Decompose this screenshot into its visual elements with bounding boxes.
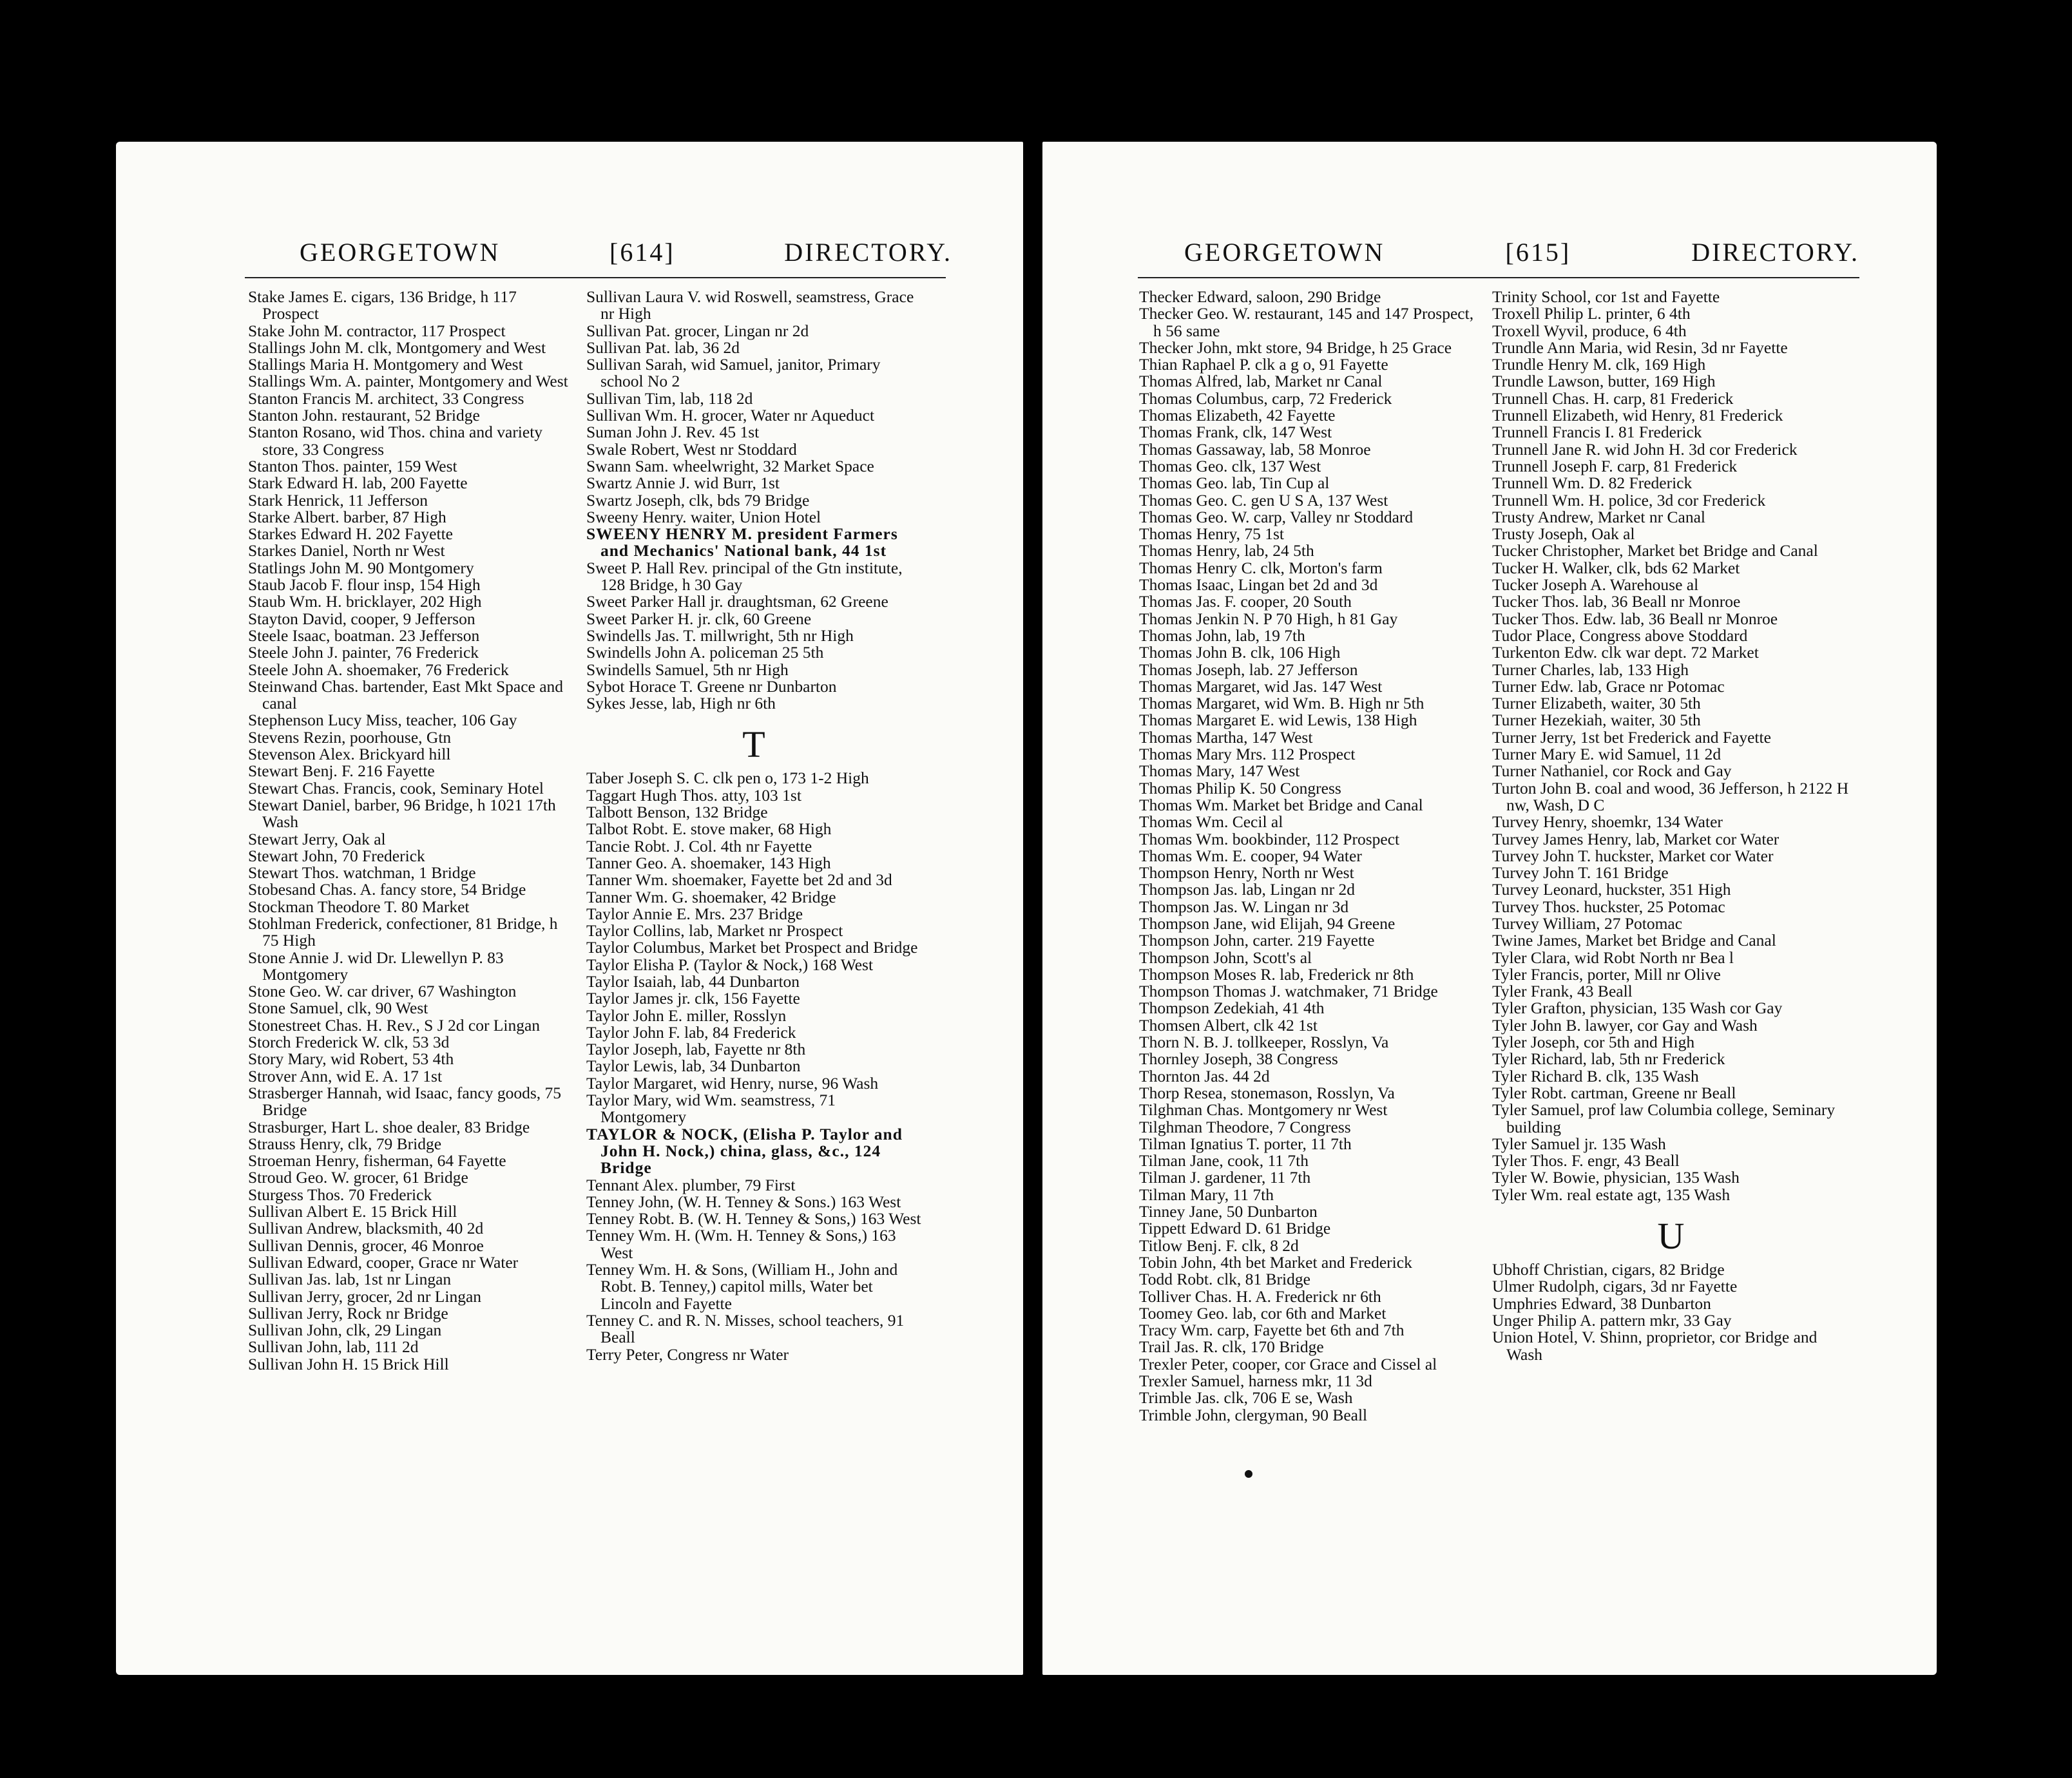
directory-entry: Thomas Margaret, wid Jas. 147 West — [1139, 676, 1383, 696]
directory-entry: Tanner Geo. A. shoemaker, 143 High — [586, 853, 831, 872]
directory-entry: Thomas Wm. bookbinder, 112 Prospect — [1139, 829, 1400, 848]
directory-entry: Tucker Thos. Edw. lab, 36 Beall nr Monroe — [1492, 609, 1778, 628]
directory-entry: Troxell Philip L. printer, 6 4th — [1492, 304, 1691, 323]
directory-entry: Taylor Elisha P. (Taylor & Nock,) 168 West — [586, 955, 874, 974]
directory-entry: Thomas Henry C. clk, Morton's farm — [1139, 558, 1383, 577]
directory-entry: Tyler Thos. F. engr, 43 Beall — [1492, 1151, 1680, 1171]
directory-entry: Tyler Robt. cartman, Greene nr Beall — [1492, 1083, 1736, 1102]
directory-entry: Stone Samuel, clk, 90 West — [248, 999, 428, 1018]
directory-entry: Thomas Alfred, lab, Market nr Canal — [1139, 372, 1383, 391]
directory-entry: Stewart Jerry, Oak al — [248, 829, 386, 848]
directory-entry: Tanner Wm. G. shoemaker, 42 Bridge — [586, 887, 836, 906]
directory-entry: Stewart Benj. F. 216 Fayette — [248, 761, 435, 781]
directory-entry: Ulmer Rudolph, cigars, 3d nr Fayette — [1492, 1277, 1738, 1296]
directory-entry: Stone Geo. W. car driver, 67 Washington — [248, 982, 517, 1001]
directory-entry: Tolliver Chas. H. A. Frederick nr 6th — [1139, 1286, 1381, 1306]
directory-entry: Tucker Thos. lab, 36 Beall nr Monroe — [1492, 592, 1741, 611]
directory-entry: Sullivan Jerry, grocer, 2d nr Lingan — [248, 1286, 482, 1306]
directory-entry: Todd Robt. clk, 81 Bridge — [1139, 1270, 1310, 1289]
directory-entry: Thecker Geo. W. restaurant, 145 and 147 Prospect, h 56 same — [1139, 304, 1474, 340]
right-column-1 — [1139, 289, 1484, 1424]
directory-entry: Stobesand Chas. A. fancy store, 54 Bridge — [248, 880, 526, 899]
directory-entry: Turton John B. coal and wood, 36 Jefferson, h 2122 H nw, Wash, D C — [1492, 778, 1849, 814]
directory-entry: Swartz Annie J. wid Burr, 1st — [586, 473, 780, 493]
directory-entry: Stake James E. cigars, 136 Bridge, h 117 Prospect — [248, 287, 517, 323]
directory-entry: Sullivan John, lab, 111 2d — [248, 1337, 419, 1357]
directory-entry: Unger Philip A. pattern mkr, 33 Gay — [1492, 1310, 1732, 1330]
directory-entry: Twine James, Market bet Bridge and Canal — [1492, 931, 1776, 950]
directory-entry: Sweet P. Hall Rev. principal of the Gtn institute, 128 Bridge, h 30 Gay — [586, 558, 903, 595]
directory-entry: Steele John J. painter, 76 Frederick — [248, 643, 479, 662]
left-header-title: DIRECTORY. — [784, 238, 952, 267]
directory-entry: Tucker H. Walker, clk, bds 62 Market — [1492, 558, 1740, 577]
directory-entry: Swale Robert, West nr Stoddard — [586, 439, 797, 459]
directory-entry: Tilman Ignatius T. porter, 11 7th — [1139, 1134, 1352, 1153]
directory-entry: Tyler Richard B. clk, 135 Wash — [1492, 1066, 1699, 1085]
directory-entry: Swindells John A. policeman 25 5th — [586, 643, 824, 662]
directory-entry: Sullivan Pat. grocer, Lingan nr 2d — [586, 321, 809, 340]
directory-entry: Swindells Jas. T. millwright, 5th nr High — [586, 626, 854, 645]
directory-entry: Trimble John, clergyman, 90 Beall — [1139, 1405, 1368, 1424]
directory-entry: Sweet Parker H. jr. clk, 60 Greene — [586, 609, 812, 628]
directory-entry: Turvey James Henry, lab, Market cor Water — [1492, 829, 1779, 848]
directory-entry: Tilghman Theodore, 7 Congress — [1139, 1117, 1351, 1136]
right-col2-list-a — [1492, 289, 1850, 1203]
directory-entry: Tyler John B. lawyer, cor Gay and Wash — [1492, 1015, 1758, 1035]
directory-entry: Taylor Margaret, wid Henry, nurse, 96 Wash — [586, 1073, 879, 1093]
right-column-2 — [1492, 289, 1850, 1363]
directory-entry: Titlow Benj. F. clk, 8 2d — [1139, 1236, 1299, 1255]
directory-entry: Sullivan Andrew, blacksmith, 40 2d — [248, 1219, 484, 1238]
directory-entry: Tinney Jane, 50 Dunbarton — [1139, 1202, 1318, 1221]
directory-entry: Umphries Edward, 38 Dunbarton — [1492, 1294, 1711, 1313]
directory-entry: Turner Elizabeth, waiter, 30 5th — [1492, 694, 1701, 713]
directory-entry: Stroeman Henry, fisherman, 64 Fayette — [248, 1151, 506, 1171]
directory-entry: Sullivan Sarah, wid Samuel, janitor, Primary school No 2 — [586, 355, 881, 391]
left-page-header — [300, 237, 952, 276]
directory-entry: Tenney Wm. H. (Wm. H. Tenney & Sons,) 163 West — [586, 1226, 896, 1262]
directory-entry: Tilman J. gardener, 11 7th — [1139, 1168, 1311, 1187]
directory-entry: Sturgess Thos. 70 Frederick — [248, 1185, 432, 1204]
directory-entry: Tyler Richard, lab, 5th nr Frederick — [1492, 1049, 1725, 1069]
directory-entry: Thorn N. B. J. tollkeeper, Rosslyn, Va — [1139, 1033, 1389, 1052]
directory-entry: Tenney John, (W. H. Tenney & Sons.) 163 West — [586, 1192, 901, 1211]
directory-entry: Stark Edward H. lab, 200 Fayette — [248, 473, 468, 493]
directory-entry: Talbot Robt. E. stove maker, 68 High — [586, 819, 832, 839]
directory-entry: Staub Jacob F. flour insp, 154 High — [248, 575, 481, 595]
directory-entry: Sullivan Albert E. 15 Brick Hill — [248, 1202, 457, 1221]
directory-entry: Stallings Maria H. Montgomery and West — [248, 355, 523, 374]
directory-entry: Sullivan Dennis, grocer, 46 Monroe — [248, 1236, 484, 1255]
directory-entry: Tyler Samuel, prof law Columbia college, Seminary building — [1492, 1100, 1836, 1136]
left-col2-list-d — [586, 1177, 921, 1363]
directory-entry: Ubhoff Christian, cigars, 82 Bridge — [1492, 1260, 1725, 1279]
directory-entry: Thornley Joseph, 38 Congress — [1139, 1049, 1338, 1069]
directory-entry: Trusty Andrew, Market nr Canal — [1492, 507, 1705, 526]
directory-entry: Trunnell Wm. D. 82 Frederick — [1492, 473, 1693, 493]
right-header-rule — [1138, 277, 1859, 278]
directory-entry: Swartz Joseph, clk, bds 79 Bridge — [586, 490, 810, 510]
directory-entry: Tippett Edward D. 61 Bridge — [1139, 1219, 1331, 1238]
directory-entry: Tenney Robt. B. (W. H. Tenney & Sons,) 163 West — [586, 1209, 921, 1228]
directory-entry: Steinwand Chas. bartender, East Mkt Space and canal — [248, 676, 564, 713]
directory-entry: Thomas Jenkin N. P 70 High, h 81 Gay — [1139, 609, 1398, 628]
directory-entry: Sullivan Wm. H. grocer, Water nr Aqueduct — [586, 406, 875, 425]
directory-entry: Thomas Henry, 75 1st — [1139, 524, 1284, 544]
directory-entry: Trexler Samuel, harness mkr, 11 3d — [1139, 1372, 1372, 1390]
directory-entry: Thomas Wm. E. cooper, 94 Water — [1139, 846, 1362, 865]
directory-entry: Steele Isaac, boatman. 23 Jefferson — [248, 626, 480, 645]
directory-entry: Trunnell Chas. H. carp, 81 Frederick — [1492, 388, 1734, 408]
directory-entry: Stake John M. contractor, 117 Prospect — [248, 321, 506, 340]
directory-entry: Swindells Samuel, 5th nr High — [586, 660, 789, 679]
directory-entry: Strasberger Hannah, wid Isaac, fancy goods, 75 Bridge — [248, 1083, 562, 1120]
directory-entry: Thomas Mary, 147 West — [1139, 761, 1300, 781]
directory-entry: Union Hotel, V. Shinn, proprietor, cor Bridge and Wash — [1492, 1328, 1818, 1364]
directory-entry: Thompson Moses R. lab, Frederick nr 8th — [1139, 964, 1414, 984]
directory-entry: Thomas Henry, lab, 24 5th — [1139, 541, 1314, 560]
directory-entry: Stewart John, 70 Frederick — [248, 846, 425, 865]
directory-entry: Stonestreet Chas. H. Rev., S J 2d cor Lingan — [248, 1015, 541, 1035]
directory-entry: Stark Henrick, 11 Jefferson — [248, 490, 428, 510]
directory-entry: Tilman Mary, 11 7th — [1139, 1185, 1274, 1204]
directory-entry: Sullivan John, clk, 29 Lingan — [248, 1321, 442, 1340]
directory-entry: Stephenson Lucy Miss, teacher, 106 Gay — [248, 711, 517, 730]
directory-entry: Thorp Resea, stonemason, Rosslyn, Va — [1139, 1083, 1395, 1102]
left-column-2 — [586, 289, 921, 1363]
directory-entry: Thomas Geo. W. carp, Valley nr Stoddard — [1139, 507, 1414, 526]
directory-entry: Thompson John, carter. 219 Fayette — [1139, 931, 1375, 950]
directory-entry: Thomas Columbus, carp, 72 Frederick — [1139, 388, 1392, 408]
directory-entry: Stockman Theodore T. 80 Market — [248, 897, 470, 916]
directory-entry: Tobin John, 4th bet Market and Frederick — [1139, 1252, 1412, 1272]
directory-entry: Trunnell Elizabeth, wid Henry, 81 Frederick — [1492, 406, 1783, 425]
directory-entry: Trunnell Francis I. 81 Frederick — [1492, 423, 1702, 442]
directory-entry: Stanton John. restaurant, 52 Bridge — [248, 406, 480, 425]
directory-entry: Thecker Edward, saloon, 290 Bridge — [1139, 287, 1381, 306]
directory-entry: Thornton Jas. 44 2d — [1139, 1066, 1270, 1085]
directory-entry: Strover Ann, wid E. A. 17 1st — [248, 1066, 443, 1085]
directory-entry: Sullivan Laura V. wid Roswell, seamstress, Grace nr High — [586, 287, 914, 323]
directory-entry: Stone Annie J. wid Dr. Llewellyn P. 83 Montgomery — [248, 948, 504, 984]
left-page — [116, 142, 1023, 1675]
directory-entry: Thian Raphael P. clk a g o, 91 Fayette — [1139, 355, 1388, 374]
directory-entry: Trexler Peter, cooper, cor Grace and Cissel al — [1139, 1354, 1437, 1373]
directory-entry: Tennant Alex. plumber, 79 First — [586, 1175, 796, 1194]
directory-entry: Turvey John T. 161 Bridge — [1492, 863, 1669, 883]
directory-entry: Sweeny Henry. waiter, Union Hotel — [586, 507, 821, 526]
directory-entry: Stewart Thos. watchman, 1 Bridge — [248, 863, 476, 883]
directory-entry: Trimble Jas. clk, 706 E se, Wash — [1139, 1388, 1353, 1408]
directory-entry: Thomas Margaret, wid Wm. B. High nr 5th — [1139, 694, 1424, 713]
directory-entry: Tancie Robt. J. Col. 4th nr Fayette — [586, 836, 812, 856]
directory-entry: Thompson Zedekiah, 41 4th — [1139, 999, 1325, 1018]
directory-entry: Tenney C. and R. N. Misses, school teachers, 91 Beall — [586, 1310, 905, 1347]
directory-entry: Thomas Jas. F. cooper, 20 South — [1139, 592, 1352, 611]
directory-entry: Staub Wm. H. bricklayer, 202 High — [248, 592, 482, 611]
directory-entry: Trunnell Joseph F. carp, 81 Frederick — [1492, 456, 1738, 475]
directory-entry: Thompson Jas. W. Lingan nr 3d — [1139, 897, 1349, 916]
directory-entry: Turner Hezekiah, waiter, 30 5th — [1492, 711, 1701, 730]
left-col2-list-a — [586, 289, 921, 526]
directory-entry: Tudor Place, Congress above Stoddard — [1492, 626, 1748, 645]
directory-entry: Thomas Wm. Cecil al — [1139, 812, 1283, 832]
directory-entry: Thomas Philip K. 50 Congress — [1139, 778, 1341, 798]
directory-entry: Storch Frederick W. clk, 53 3d — [248, 1033, 450, 1052]
directory-entry: Stallings John M. clk, Montgomery and West — [248, 338, 546, 357]
directory-entry: Turvey William, 27 Potomac — [1492, 913, 1683, 933]
right-header-title: DIRECTORY. — [1691, 238, 1859, 267]
book-spine — [1023, 142, 1042, 1675]
directory-entry: Thomas Frank, clk, 147 West — [1139, 423, 1332, 442]
directory-entry: Turvey John T. huckster, Market cor Water — [1492, 846, 1774, 865]
directory-entry: Sullivan Jas. lab, 1st nr Lingan — [248, 1270, 452, 1289]
directory-entry: Thomas Mary Mrs. 112 Prospect — [1139, 745, 1356, 764]
directory-entry: Turkenton Edw. clk war dept. 72 Market — [1492, 643, 1759, 662]
directory-entry: Tanner Wm. shoemaker, Fayette bet 2d and 3d — [586, 870, 892, 890]
directory-entry: Stewart Chas. Francis, cook, Seminary Hotel — [248, 778, 544, 798]
directory-entry: Turvey Thos. huckster, 25 Potomac — [1492, 897, 1725, 916]
directory-entry: Tenney Wm. H. & Sons, (William H., John and Robt. B. Tenney,) capitol mills, Water bet Lincoln and Fayette — [586, 1260, 898, 1313]
directory-entry: Tilghman Chas. Montgomery nr West — [1139, 1100, 1388, 1120]
directory-entry: Statlings John M. 90 Montgomery — [248, 558, 474, 577]
directory-entry: Thomas Gassaway, lab, 58 Monroe — [1139, 439, 1371, 459]
left-header-city: GEORGETOWN — [300, 238, 501, 267]
directory-entry: Tyler W. Bowie, physician, 135 Wash — [1492, 1168, 1740, 1187]
directory-entry: Stevenson Alex. Brickyard hill — [248, 745, 451, 764]
directory-entry: Stewart Daniel, barber, 96 Bridge, h 1021 17th Wash — [248, 795, 556, 832]
directory-entry: Thomas Margaret E. wid Lewis, 138 High — [1139, 711, 1417, 730]
directory-entry: Thomsen Albert, clk 42 1st — [1139, 1015, 1318, 1035]
directory-entry: Thomas Joseph, lab. 27 Jefferson — [1139, 660, 1358, 679]
directory-entry: Toomey Geo. lab, cor 6th and Market — [1139, 1303, 1386, 1323]
left-header-rule — [245, 277, 946, 278]
directory-entry: Stanton Thos. painter, 159 West — [248, 456, 457, 475]
directory-entry: Taylor Collins, lab, Market nr Prospect — [586, 921, 843, 941]
directory-entry: Swann Sam. wheelwright, 32 Market Space — [586, 456, 874, 475]
directory-entry: Tracy Wm. carp, Fayette bet 6th and 7th — [1139, 1321, 1405, 1340]
directory-entry: Stanton Francis M. architect, 33 Congress — [248, 388, 524, 408]
directory-entry: Thompson Jane, wid Elijah, 94 Greene — [1139, 913, 1396, 933]
directory-entry: Stroud Geo. W. grocer, 61 Bridge — [248, 1168, 468, 1187]
directory-entry: Taggart Hugh Thos. atty, 103 1st — [586, 785, 801, 805]
directory-entry: Trundle Ann Maria, wid Resin, 3d nr Fayette — [1492, 338, 1788, 357]
directory-entry: Turvey Leonard, huckster, 351 High — [1492, 880, 1731, 899]
directory-entry: Trail Jas. R. clk, 170 Bridge — [1139, 1337, 1324, 1357]
directory-entry: Sullivan Edward, cooper, Grace nr Water — [248, 1252, 519, 1272]
directory-entry: Sweet Parker Hall jr. draughtsman, 62 Greene — [586, 592, 888, 611]
directory-entry: Suman John J. Rev. 45 1st — [586, 423, 760, 442]
directory-entry: Taber Joseph S. C. clk pen o, 173 1-2 High — [586, 769, 869, 788]
directory-entry: Tyler Frank, 43 Beall — [1492, 982, 1633, 1001]
directory-entry: Taylor Joseph, lab, Fayette nr 8th — [586, 1040, 806, 1059]
directory-entry: Stohlman Frederick, confectioner, 81 Bridge, h 75 High — [248, 913, 558, 950]
directory-entry: Thomas Geo. C. gen U S A, 137 West — [1139, 490, 1388, 510]
directory-entry: Thomas John, lab, 19 7th — [1139, 626, 1305, 645]
directory-entry: Turner Jerry, 1st bet Frederick and Fayette — [1492, 727, 1771, 747]
directory-entry: Taylor Mary, wid Wm. seamstress, 71 Montgomery — [586, 1091, 836, 1127]
section-letter-u: U — [1657, 1215, 1685, 1257]
directory-entry: Story Mary, wid Robert, 53 4th — [248, 1049, 454, 1069]
directory-entry: Stevens Rezin, poorhouse, Gtn — [248, 727, 452, 747]
directory-entry: Turner Mary E. wid Samuel, 11 2d — [1492, 745, 1722, 764]
directory-entry: Thomas Martha, 147 West — [1139, 727, 1313, 747]
right-col2-list-b — [1492, 1261, 1850, 1363]
directory-entry: Starkes Daniel, North nr West — [248, 541, 445, 560]
directory-entry: Troxell Wyvil, produce, 6 4th — [1492, 321, 1687, 340]
directory-entry: Steele John A. shoemaker, 76 Frederick — [248, 660, 509, 679]
directory-entry: Thomas Elizabeth, 42 Fayette — [1139, 406, 1336, 425]
directory-entry: Trunnell Wm. H. police, 3d cor Frederick — [1492, 490, 1766, 510]
directory-entry: Thecker John, mkt store, 94 Bridge, h 25 Grace — [1139, 338, 1452, 357]
directory-entry: Terry Peter, Congress nr Water — [586, 1344, 789, 1364]
directory-entry-bold: SWEENY HENRY M. president Farmers and Mechanics' National bank, 44 1st — [586, 524, 898, 560]
directory-entry: Tyler Francis, porter, Mill nr Olive — [1492, 964, 1721, 984]
ink-dot — [1245, 1470, 1252, 1478]
directory-entry: Talbott Benson, 132 Bridge — [586, 803, 768, 822]
directory-entry: Trinity School, cor 1st and Fayette — [1492, 287, 1720, 306]
directory-entry: Tyler Clara, wid Robt North nr Bea l — [1492, 948, 1734, 967]
left-column-1 — [248, 289, 573, 1373]
directory-entry: Taylor Columbus, Market bet Prospect and Bridge — [586, 938, 918, 957]
directory-entry: Thompson Henry, North nr West — [1139, 863, 1354, 883]
directory-entry: Thomas Isaac, Lingan bet 2d and 3d — [1139, 575, 1378, 595]
directory-entry: Starke Albert. barber, 87 High — [248, 507, 446, 526]
directory-entry: Thomas John B. clk, 106 High — [1139, 643, 1341, 662]
directory-entry: Thompson Jas. lab, Lingan nr 2d — [1139, 880, 1355, 899]
directory-entry: Stallings Wm. A. painter, Montgomery and West — [248, 372, 568, 391]
left-col2-list-b — [586, 560, 921, 712]
directory-entry: Taylor Isaiah, lab, 44 Dunbarton — [586, 971, 800, 991]
directory-entry: Turner Nathaniel, cor Rock and Gay — [1492, 761, 1732, 781]
directory-entry: Tucker Christopher, Market bet Bridge and Canal — [1492, 541, 1818, 560]
directory-entry: Thomas Geo. clk, 137 West — [1139, 456, 1321, 475]
directory-entry: Tyler Joseph, cor 5th and High — [1492, 1033, 1695, 1052]
directory-entry: Tilman Jane, cook, 11 7th — [1139, 1151, 1309, 1171]
directory-entry: Taylor James jr. clk, 156 Fayette — [586, 989, 800, 1008]
directory-entry: Turner Charles, lab, 133 High — [1492, 660, 1689, 679]
directory-entry: Starkes Edward H. 202 Fayette — [248, 524, 453, 544]
directory-entry: Taylor John E. miller, Rosslyn — [586, 1006, 787, 1025]
directory-entry: Stanton Rosano, wid Thos. china and variety store, 33 Congress — [248, 423, 543, 459]
directory-entry: Turner Edw. lab, Grace nr Potomac — [1492, 676, 1725, 696]
directory-entry: Sykes Jesse, lab, High nr 6th — [586, 694, 776, 713]
directory-entry: Strasburger, Hart L. shoe dealer, 83 Bridge — [248, 1117, 530, 1136]
directory-entry: Thomas Geo. lab, Tin Cup al — [1139, 473, 1330, 493]
directory-entry-bold: TAYLOR & NOCK, (Elisha P. Taylor and John H. Nock,) china, glass, &c., 124 Bridge — [586, 1124, 903, 1178]
directory-entry: Tucker Joseph A. Warehouse al — [1492, 575, 1699, 595]
directory-entry: Taylor John F. lab, 84 Frederick — [586, 1022, 796, 1042]
directory-entry: Sullivan Pat. lab, 36 2d — [586, 338, 740, 357]
directory-entry: Trusty Joseph, Oak al — [1492, 524, 1635, 544]
directory-entry: Tyler Grafton, physician, 135 Wash cor Gay — [1492, 999, 1783, 1018]
directory-entry: Tyler Wm. real estate agt, 135 Wash — [1492, 1185, 1731, 1204]
directory-entry: Sybot Horace T. Greene nr Dunbarton — [586, 676, 837, 696]
directory-entry: Thompson John, Scott's al — [1139, 948, 1312, 967]
directory-entry: Sullivan Tim, lab, 118 2d — [586, 388, 753, 408]
directory-entry: Trundle Lawson, butter, 169 High — [1492, 372, 1716, 391]
directory-entry: Taylor Lewis, lab, 34 Dunbarton — [586, 1056, 801, 1076]
right-page-header — [1184, 237, 1859, 276]
right-header-city: GEORGETOWN — [1184, 238, 1385, 267]
right-page — [1042, 142, 1937, 1675]
left-col2-list-c — [586, 770, 921, 1125]
directory-entry: Trunnell Jane R. wid John H. 3d cor Frederick — [1492, 439, 1798, 459]
right-header-page-number: [615] — [1505, 238, 1571, 267]
directory-entry: Sullivan John H. 15 Brick Hill — [248, 1354, 449, 1373]
directory-entry: Sullivan Jerry, Rock nr Bridge — [248, 1303, 448, 1323]
directory-entry: Stayton David, cooper, 9 Jefferson — [248, 609, 475, 628]
directory-entry: Strauss Henry, clk, 79 Bridge — [248, 1134, 442, 1153]
directory-entry: Turvey Henry, shoemkr, 134 Water — [1492, 812, 1723, 832]
left-header-page-number: [614] — [609, 238, 675, 267]
directory-entry: Thompson Thomas J. watchmaker, 71 Bridge — [1139, 982, 1438, 1001]
directory-entry: Taylor Annie E. Mrs. 237 Bridge — [586, 904, 803, 923]
directory-entry: Thomas Wm. Market bet Bridge and Canal — [1139, 795, 1423, 814]
section-letter-t: T — [742, 723, 765, 766]
directory-entry: Tyler Samuel jr. 135 Wash — [1492, 1134, 1666, 1153]
directory-entry: Trundle Henry M. clk, 169 High — [1492, 355, 1706, 374]
